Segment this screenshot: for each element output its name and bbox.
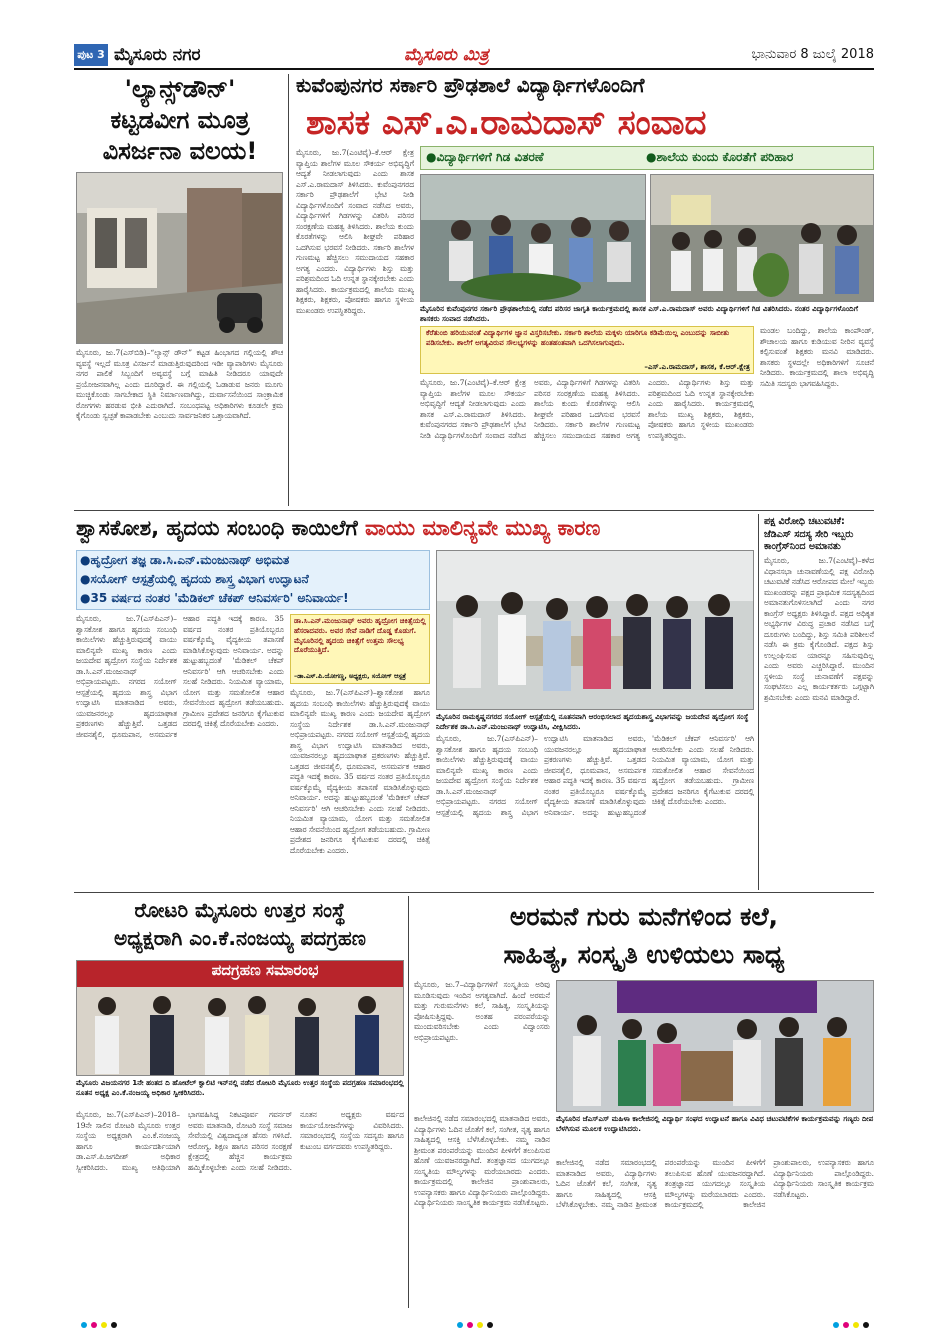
aramane-body: ಕಾಲೇಜಿನಲ್ಲಿ ನಡೆದ ಸಮಾರಂಭದಲ್ಲಿ ಮಾತನಾಡಿದ ಅವರು, ವಿದ್ಯಾರ್ಥಿಗಳು ಓದಿನ ಜೊತೆಗೆ ಕಲೆ, ಸಂಗೀತ, ನೃತ್ಯ ಹಾಗೂ ಸಾಹಿತ್ಯದಲ್ಲಿ ಆಸಕ್ತಿ ಬೆಳೆಸಿಕೊಳ್ಳಬೇಕು. ನಮ್ಮ ನಾಡಿನ ಶ್ರೀಮಂತ ಪರಂಪರೆಯನ್ನು ಮುಂದಿನ ಪೀಳಿಗೆಗೆ ತಲುಪಿಸುವ ಹೊಣೆ ಯುವಜನರದ್ದಾಗಿದೆ. ತಂತ್ರಜ್ಞಾನದ ಯುಗದಲ್ಲೂ ಸಂಸ್ಕೃತಿಯ ಮೌಲ್ಯಗಳನ್ನು ಮರೆಯಬಾರದು ಎಂದರು. ಕಾರ್ಯಕ್ರಮದಲ್ಲಿ ಕಾಲೇಜಿನ ಪ್ರಾಂಶುಪಾಲರು, ಉಪನ್ಯಾಸಕರು ಹಾಗೂ ವಿದ್ಯಾರ್ಥಿನಿಯರು ಪಾಲ್ಗೊಂಡಿದ್ದರು. ವಿದ್ಯಾರ್ಥಿನಿಯರು ಸಾಂಸ್ಕೃತಿಕ ಕಾರ್ಯಕ್ರಮ ನಡೆಸಿಕೊಟ್ಟರು. bbox=[556, 1158, 874, 1209]
rotary-headline bbox=[76, 896, 404, 952]
pollution-headline-part-1: ಶ್ವಾಸಕೋಶ, ಹೃದಯ ಸಂಬಂಧಿ ಕಾಯಿಲೆಗೆ bbox=[76, 516, 358, 540]
masthead: ಮೈಸೂರು ಮಿತ್ರ bbox=[404, 45, 489, 65]
rotary-banner: ಪದಗ್ರಹಣ ಸಮಾರಂಭ bbox=[211, 961, 319, 979]
pollution-body: ಮೈಸೂರು, ಜು.7(ಎಸ್‌ಪಿಎನ್)–ಶ್ವಾಸಕೋಶ ಹಾಗೂ ಹೃದಯ ಸಂಬಂಧಿ ಕಾಯಿಲೆಗಳು ಹೆಚ್ಚುತ್ತಿರುವುದಕ್ಕೆ ವಾಯು ಮಾಲಿನ್ಯವೇ ಮುಖ್ಯ ಕಾರಣ ಎಂದು ಜಯದೇವ ಹೃದ್ರೋಗ ಸಂಸ್ಥೆಯ ನಿರ್ದೇಶಕ ಡಾ.ಸಿ.ಎನ್.ಮಂಜುನಾಥ್ ಅಭಿಪ್ರಾಯಪಟ್ಟರು. ನಗರದ ಸಯೋಗ್ ಆಸ್ಪತ್ರೆಯಲ್ಲಿ ಹೃದಯ ಶಾಸ್ತ್ರ ವಿಭಾಗ ಉದ್ಘಾಟಿಸಿ ಮಾತನಾಡಿದ ಅವರು, ಯುವಜನರಲ್ಲೂ ಹೃದಯಾಘಾತ ಪ್ರಕರಣಗಳು ಹೆಚ್ಚುತ್ತಿವೆ. ಒತ್ತಡದ ಜೀವನಶೈಲಿ, ಧೂಮಪಾನ, ಅಸಮರ್ಪಕ ಆಹಾರ ಪದ್ಧತಿ ಇದಕ್ಕೆ ಕಾರಣ. 35 ವರ್ಷದ ನಂತರ ಪ್ರತಿಯೊಬ್ಬರೂ ವರ್ಷಕ್ಕೊಮ್ಮೆ ವೈದ್ಯಕೀಯ ತಪಾಸಣೆ ಮಾಡಿಸಿಕೊಳ್ಳುವುದು ಅನಿವಾರ್ಯ. ಅದನ್ನು ಹುಟ್ಟುಹಬ್ಬದಂತೆ 'ಮೆಡಿಕಲ್ ಚೆಕಪ್ ಆನಿವರ್ಸರಿ' ಆಗಿ ಆಚರಿಸಬೇಕು ಎಂದು ಸಲಹೆ ನೀಡಿದರು. ನಿಯಮಿತ ವ್ಯಾಯಾಮ, ಯೋಗ ಮತ್ತು ಸಮತೋಲಿತ ಆಹಾರ ಸೇವನೆಯಿಂದ ಹೃದ್ರೋಗ ತಡೆಯಬಹುದು. ಗ್ರಾಮೀಣ ಪ್ರದೇಶದ ಜನರಿಗೂ ಕೈಗೆಟುಕುವ ದರದಲ್ಲಿ ಚಿಕಿತ್ಸೆ ದೊರೆಯಬೇಕು ಎಂದರು. bbox=[76, 614, 284, 739]
lockdown-headline-line-1: 'ಲ್ಯಾನ್ಸ್‌ಡೌನ್' bbox=[124, 75, 236, 103]
aramane-photo-caption: ಮೈಸೂರಿನ ಜೆಎಸ್‌ಎಸ್ ಮಹಿಳಾ ಕಾಲೇಜಿನಲ್ಲಿ ವಿದ್ಯಾರ್ಥಿ ಸಂಘದ ಉದ್ಘಾಟನೆ ಹಾಗೂ ವಿವಿಧ ಚಟುವಟಿಕೆಗಳ ಕಾರ್ಯಕ್ರಮವನ್ನು ಗಣ್ಯರು ದೀಪ ಬೆಳಗಿಸುವ ಮೂಲಕ ಉದ್ಘಾಟಿಸಿದರು. bbox=[556, 1114, 874, 1133]
ramadas-body-2: ಮೈಸೂರು, ಜು.7(ಎಂಟಿವೈ)–ಕೆ.ಆರ್ ಕ್ಷೇತ್ರ ವ್ಯಾಪ್ತಿಯ ಶಾಲೆಗಳ ಮೂಲ ಸೌಕರ್ಯ ಅಭಿವೃದ್ಧಿಗೆ ಆದ್ಯತೆ ನೀಡಲಾಗುವುದು ಎಂದು ಶಾಸಕ ಎಸ್.ಎ.ರಾಮದಾಸ್ ತಿಳಿಸಿದರು. ಕುವೆಂಪುನಗರದ ಸರ್ಕಾರಿ ಪ್ರೌಢಶಾಲೆಗೆ ಭೇಟಿ ನೀಡಿ ವಿದ್ಯಾರ್ಥಿಗಳೊಂದಿಗೆ ಸಂವಾದ ನಡೆಸಿದ ಅವರು, ವಿದ್ಯಾರ್ಥಿಗಳಿಗೆ ಗಿಡಗಳನ್ನು ವಿತರಿಸಿ ಪರಿಸರ ಸಂರಕ್ಷಣೆಯ ಮಹತ್ವ ತಿಳಿಸಿದರು. ಶಾಲೆಯ ಕುಂದು ಕೊರತೆಗಳನ್ನು ಆಲಿಸಿ ಶೀಘ್ರವೇ ಪರಿಹಾರ ಒದಗಿಸುವ ಭರವಸೆ ನೀಡಿದರು. ಸರ್ಕಾರಿ ಶಾಲೆಗಳ ಗುಣಮಟ್ಟ ಹೆಚ್ಚಿಸಲು ಸಮುದಾಯದ ಸಹಕಾರ ಅಗತ್ಯ ಎಂದರು. ವಿದ್ಯಾರ್ಥಿಗಳು ಶಿಸ್ತು ಮತ್ತು ಪರಿಶ್ರಮದಿಂದ ಓದಿ ಉನ್ನತ ಸ್ಥಾನಕ್ಕೇರಬೇಕು ಎಂದು ಹಾರೈಸಿದರು. ಕಾರ್ಯಕ್ರಮದಲ್ಲಿ ಶಾಲೆಯ ಮುಖ್ಯ ಶಿಕ್ಷಕರು, ಶಿಕ್ಷಕರು, ಪೋಷಕರು ಹಾಗೂ ಸ್ಥಳೀಯ ಮುಖಂಡರು ಉಪಸ್ಥಿತರಿದ್ದರು. bbox=[420, 378, 754, 440]
ramadas-kicker: ಕುವೆಂಪುನಗರ ಸರ್ಕಾರಿ ಪ್ರೌಢಶಾಲೆ ವಿದ್ಯಾರ್ಥಿಗಳೊಂದಿಗೆ bbox=[296, 73, 645, 97]
pollution-headline bbox=[76, 516, 756, 540]
lockdown-headline-line-3: ವಿಸರ್ಜನಾ ವಲಯ! bbox=[102, 137, 258, 165]
rule-left bbox=[288, 74, 289, 506]
ramadas-bullet-1: ●ವಿದ್ಯಾರ್ಥಿಗಳಿಗೆ ಗಿಡ ವಿತರಣೆ bbox=[426, 150, 544, 164]
pollution-quote-byline: –ಡಾ.ಎಸ್.ಪಿ.ಯೋಗಣ್ಣ, ಅಧ್ಯಕ್ಷರು, ಸಯೋಗ್ ಆಸ್ಪತ್ರೆ bbox=[294, 672, 407, 680]
pollution-body-2: ಮೈಸೂರು, ಜು.7(ಎಸ್‌ಪಿಎನ್)–ಶ್ವಾಸಕೋಶ ಹಾಗೂ ಹೃದಯ ಸಂಬಂಧಿ ಕಾಯಿಲೆಗಳು ಹೆಚ್ಚುತ್ತಿರುವುದಕ್ಕೆ ವಾಯು ಮಾಲಿನ್ಯವೇ ಮುಖ್ಯ ಕಾರಣ ಎಂದು ಜಯದೇವ ಹೃದ್ರೋಗ ಸಂಸ್ಥೆಯ ನಿರ್ದೇಶಕ ಡಾ.ಸಿ.ಎನ್.ಮಂಜುನಾಥ್ ಅಭಿಪ್ರಾಯಪಟ್ಟರು. ನಗರದ ಸಯೋಗ್ ಆಸ್ಪತ್ರೆಯಲ್ಲಿ ಹೃದಯ ಶಾಸ್ತ್ರ ವಿಭಾಗ ಉದ್ಘಾಟಿಸಿ ಮಾತನಾಡಿದ ಅವರು, ಯುವಜನರಲ್ಲೂ ಹೃದಯಾಘಾತ ಪ್ರಕರಣಗಳು ಹೆಚ್ಚುತ್ತಿವೆ. ಒತ್ತಡದ ಜೀವನಶೈಲಿ, ಧೂಮಪಾನ, ಅಸಮರ್ಪಕ ಆಹಾರ ಪದ್ಧತಿ ಇದಕ್ಕೆ ಕಾರಣ. 35 ವರ್ಷದ ನಂತರ ಪ್ರತಿಯೊಬ್ಬರೂ ವರ್ಷಕ್ಕೊಮ್ಮೆ ವೈದ್ಯಕೀಯ ತಪಾಸಣೆ ಮಾಡಿಸಿಕೊಳ್ಳುವುದು ಅನಿವಾರ್ಯ. ಅದನ್ನು ಹುಟ್ಟುಹಬ್ಬದಂತೆ 'ಮೆಡಿಕಲ್ ಚೆಕಪ್ ಆನಿವರ್ಸರಿ' ಆಗಿ ಆಚರಿಸಬೇಕು ಎಂದು ಸಲಹೆ ನೀಡಿದರು. ನಿಯಮಿತ ವ್ಯಾಯಾಮ, ಯೋಗ ಮತ್ತು ಸಮತೋಲಿತ ಆಹಾರ ಸೇವನೆಯಿಂದ ಹೃದ್ರೋಗ ತಡೆಯಬಹುದು. ಗ್ರಾಮೀಣ ಪ್ರದೇಶದ ಜನರಿಗೂ ಕೈಗೆಟುಕುವ ದರದಲ್ಲಿ ಚಿಕಿತ್ಸೆ ದೊರೆಯಬೇಕು ಎಂದರು. bbox=[290, 688, 430, 855]
lockdown-headline bbox=[76, 74, 284, 167]
ramadas-photo-left bbox=[420, 174, 646, 302]
party-body: ಮೈಸೂರು, ಜು.7(ಎಂಟಿವೈ)–ಕಳೆದ ವಿಧಾನಸಭಾ ಚುನಾವಣೆಯಲ್ಲಿ ಪಕ್ಷ ವಿರೋಧಿ ಚಟುವಟಿಕೆ ನಡೆಸಿದ ಆರೋಪದ ಮೇಲೆ ಇಬ್ಬರು ಮುಖಂಡರನ್ನು ಪಕ್ಷದ ಪ್ರಾಥಮಿಕ ಸದಸ್ಯತ್ವದಿಂದ ಅಮಾನತುಗೊಳಿಸಲಾಗಿದೆ ಎಂದು ನಗರ ಕಾಂಗ್ರೆಸ್ ಅಧ್ಯಕ್ಷರು ತಿಳಿಸಿದ್ದಾರೆ. ಪಕ್ಷದ ಅಧಿಕೃತ ಅಭ್ಯರ್ಥಿಗಳ ವಿರುದ್ಧ ಪ್ರಚಾರ ನಡೆಸಿದ ಬಗ್ಗೆ ದೂರುಗಳು ಬಂದಿದ್ದು, ಶಿಸ್ತು ಸಮಿತಿ ಪರಿಶೀಲನೆ ನಡೆಸಿ ಈ ಕ್ರಮ ಕೈಗೊಂಡಿದೆ. ಪಕ್ಷದ ಶಿಸ್ತು ಉಲ್ಲಂಘಿಸುವ ಯಾರನ್ನೂ ಸಹಿಸುವುದಿಲ್ಲ ಎಂದು ಅವರು ಎಚ್ಚರಿಸಿದ್ದಾರೆ. ಮುಂದಿನ ಸ್ಥಳೀಯ ಸಂಸ್ಥೆ ಚುನಾವಣೆಗೆ ಪಕ್ಷವನ್ನು ಸಂಘಟಿಸಲು ಎಲ್ಲ ಕಾರ್ಯಕರ್ತರು ಒಗ್ಗಟ್ಟಾಗಿ ಶ್ರಮಿಸಬೇಕು ಎಂದು ಮನವಿ ಮಾಡಿದ್ದಾರೆ. bbox=[764, 556, 874, 702]
pollution-photo bbox=[436, 550, 754, 710]
pollution-quote: ಡಾ.ಸಿ.ಎನ್.ಮಂಜುನಾಥ್ ಅವರು ಹೃದ್ರೋಗ ಚಿಕಿತ್ಸೆಯಲ್ಲಿ ಹೆಸರಾದವರು. ಅವರ ಸೇವೆ ನಾಡಿಗೆ ದೊಡ್ಡ ಕೊಡುಗೆ. ಮೈಸೂರಿನಲ್ಲಿ ಹೃದಯ ಚಿಕಿತ್ಸೆಗೆ ಉತ್ತಮ ಸೌಲಭ್ಯ ದೊರೆಯುತ್ತಿದೆ. bbox=[294, 616, 426, 655]
rule-party bbox=[758, 514, 759, 890]
lockdown-photo bbox=[76, 172, 283, 344]
pollution-bullet-1: ●ಹೃದ್ರೋಗ ತಜ್ಞ ಡಾ.ಸಿ.ಎನ್.ಮಂಜುನಾಥ್ ಅಭಿಮತ bbox=[80, 553, 290, 567]
pollution-bullet-3: ●35 ವರ್ಷದ ನಂತರ 'ಮೆಡಿಕಲ್ ಚೆಕಪ್ ಆನಿವರ್ಸರಿ' ಅನಿವಾರ್ಯ! bbox=[80, 591, 349, 605]
ramadas-bullet-2: ●ಶಾಲೆಯ ಕುಂದು ಕೊರತೆಗೆ ಪರಿಹಾರ bbox=[646, 150, 794, 164]
section-name: ಮೈಸೂರು ನಗರ bbox=[114, 45, 201, 65]
lockdown-body: ಮೈಸೂರು, ಜು.7(ಎಸ್‌ಬಿಡಿ)–“ಲ್ಯಾನ್ಸ್ ಡೌನ್” ಕಟ್ಟಡ ಹಿಂಭಾಗದ ಗಲ್ಲಿಯಲ್ಲಿ ಶೌಚ ವ್ಯವಸ್ಥೆ ಇಲ್ಲದೆ ಮೂತ್ರ ವಿಸರ್ಜನೆ ಮಾಡುತ್ತಿರುವುದರಿಂದ ಇಡೀ ವ್ಯಾಪಾರಿಗಳು ಮೈಸೂರು ನಗರ ಪಾಲಿಕೆ ಸಿಬ್ಬಂದಿಗೆ ಅವ್ಯವಸ್ಥೆ ಬಗ್ಗೆ ಮಾಹಿತಿ ನೀಡಿದರೂ ಯಾವುದೇ ಪ್ರಯೋಜನವಾಗಿಲ್ಲ ಎಂದು ದೂರಿದ್ದಾರೆ. ಈ ಗಲ್ಲಿಯಲ್ಲಿ ಓಡಾಡುವ ಜನರು ಮೂಗು ಮುಚ್ಚಿಕೊಂಡು ಸಾಗಬೇಕಾದ ಸ್ಥಿತಿ ನಿರ್ಮಾಣವಾಗಿದ್ದು, ದುರ್ವಾಸನೆಯಿಂದ ಸಾಂಕ್ರಾಮಿಕ ರೋಗಗಳು ಹರಡುವ ಭೀತಿ ಎದುರಾಗಿದೆ. ಸಂಬಂಧಪಟ್ಟ ಅಧಿಕಾರಿಗಳು ಕೂಡಲೇ ಕ್ರಮ ಕೈಗೊಂಡು ಸ್ವಚ್ಛತೆ ಕಾಪಾಡಬೇಕು ಎಂಬುದು ಸಾರ್ವಜನಿಕರ ಒತ್ತಾಯವಾಗಿದೆ. bbox=[76, 348, 283, 420]
ramadas-side-body: ಮಂಡಲ ಬಂದಿದ್ದು, ಶಾಲೆಯ ಕಾಂಪೌಂಡ್, ಶೌಚಾಲಯ ಹಾಗೂ ಕುಡಿಯುವ ನೀರಿನ ವ್ಯವಸ್ಥೆ ಕಲ್ಪಿಸುವಂತೆ ಶಿಕ್ಷಕರು ಮನವಿ ಮಾಡಿದರು. ಶಾಸಕರು ಸ್ಥಳದಲ್ಲೇ ಅಧಿಕಾರಿಗಳಿಗೆ ಸೂಚನೆ ನೀಡಿದರು. ಕಾರ್ಯಕ್ರಮದಲ್ಲಿ ಶಾಲಾ ಅಭಿವೃದ್ಧಿ ಸಮಿತಿ ಸದಸ್ಯರು ಭಾಗವಹಿಸಿದ್ದರು. bbox=[760, 326, 874, 388]
ramadas-headline: ಶಾಸಕ ಎಸ್.ಎ.ರಾಮದಾಸ್ ಸಂವಾದ bbox=[306, 103, 707, 143]
page-number: ಪುಟ 3 bbox=[74, 44, 108, 66]
pollution-bullet-2: ●ಸಯೋಗ್ ಆಸ್ಪತ್ರೆಯಲ್ಲಿ ಹೃದಯ ಶಾಸ್ತ್ರ ವಿಭಾಗ ಉದ್ಘಾಟನೆ bbox=[80, 572, 309, 586]
ramadas-body: ಮೈಸೂರು, ಜು.7(ಎಂಟಿವೈ)–ಕೆ.ಆರ್ ಕ್ಷೇತ್ರ ವ್ಯಾಪ್ತಿಯ ಶಾಲೆಗಳ ಮೂಲ ಸೌಕರ್ಯ ಅಭಿವೃದ್ಧಿಗೆ ಆದ್ಯತೆ ನೀಡಲಾಗುವುದು ಎಂದು ಶಾಸಕ ಎಸ್.ಎ.ರಾಮದಾಸ್ ತಿಳಿಸಿದರು. ಕುವೆಂಪುನಗರದ ಸರ್ಕಾರಿ ಪ್ರೌಢಶಾಲೆಗೆ ಭೇಟಿ ನೀಡಿ ವಿದ್ಯಾರ್ಥಿಗಳೊಂದಿಗೆ ಸಂವಾದ ನಡೆಸಿದ ಅವರು, ವಿದ್ಯಾರ್ಥಿಗಳಿಗೆ ಗಿಡಗಳನ್ನು ವಿತರಿಸಿ ಪರಿಸರ ಸಂರಕ್ಷಣೆಯ ಮಹತ್ವ ತಿಳಿಸಿದರು. ಶಾಲೆಯ ಕುಂದು ಕೊರತೆಗಳನ್ನು ಆಲಿಸಿ ಶೀಘ್ರವೇ ಪರಿಹಾರ ಒದಗಿಸುವ ಭರವಸೆ ನೀಡಿದರು. ಸರ್ಕಾರಿ ಶಾಲೆಗಳ ಗುಣಮಟ್ಟ ಹೆಚ್ಚಿಸಲು ಸಮುದಾಯದ ಸಹಕಾರ ಅಗತ್ಯ ಎಂದರು. ವಿದ್ಯಾರ್ಥಿಗಳು ಶಿಸ್ತು ಮತ್ತು ಪರಿಶ್ರಮದಿಂದ ಓದಿ ಉನ್ನತ ಸ್ಥಾನಕ್ಕೇರಬೇಕು ಎಂದು ಹಾರೈಸಿದರು. ಕಾರ್ಯಕ್ರಮದಲ್ಲಿ ಶಾಲೆಯ ಮುಖ್ಯ ಶಿಕ್ಷಕರು, ಶಿಕ್ಷಕರು, ಪೋಷಕರು ಹಾಗೂ ಸ್ಥಳೀಯ ಮುಖಂಡರು ಉಪಸ್ಥಿತರಿದ್ದರು. bbox=[296, 148, 414, 315]
rule-mid-1 bbox=[74, 510, 874, 511]
rotary-body: ಮೈಸೂರು, ಜು.7(ಎಸ್‌ಪಿಎನ್)–2018–19ನೇ ಸಾಲಿನ ರೋಟರಿ ಮೈಸೂರು ಉತ್ತರ ಸಂಸ್ಥೆಯ ಅಧ್ಯಕ್ಷರಾಗಿ ಎಂ.ಕೆ.ನಂಜಯ್ಯ ಹಾಗೂ ಕಾರ್ಯದರ್ಶಿಯಾಗಿ ಡಾ.ಎಸ್.ಪಿ.ಜಗದೀಶ್ ಅಧಿಕಾರ ಸ್ವೀಕರಿಸಿದರು. ಮುಖ್ಯ ಅತಿಥಿಯಾಗಿ ಭಾಗವಹಿಸಿದ್ದ ನಿಕಟಪೂರ್ವ ಗವರ್ನರ್ ಅವರು ಮಾತನಾಡಿ, ರೋಟರಿ ಸಂಸ್ಥೆ ಸಮಾಜ ಸೇವೆಯಲ್ಲಿ ವಿಶ್ವದಾದ್ಯಂತ ಹೆಸರು ಗಳಿಸಿದೆ. ಆರೋಗ್ಯ, ಶಿಕ್ಷಣ ಹಾಗೂ ಪರಿಸರ ಸಂರಕ್ಷಣೆ ಕ್ಷೇತ್ರದಲ್ಲಿ ಹೆಚ್ಚಿನ ಕಾರ್ಯಕ್ರಮ ಹಮ್ಮಿಕೊಳ್ಳಬೇಕು ಎಂದು ಸಲಹೆ ನೀಡಿದರು. ನೂತನ ಅಧ್ಯಕ್ಷರು ವರ್ಷದ ಕಾರ್ಯಯೋಜನೆಗಳನ್ನು ವಿವರಿಸಿದರು. ಸಮಾರಂಭದಲ್ಲಿ ಸಂಸ್ಥೆಯ ಸದಸ್ಯರು ಹಾಗೂ ಕುಟುಂಬ ವರ್ಗದವರು ಉಪಸ್ಥಿತರಿದ್ದರು. bbox=[76, 1110, 404, 1172]
ramadas-photo-caption: ಮೈಸೂರಿನ ಕುವೆಂಪುನಗರ ಸರ್ಕಾರಿ ಪ್ರೌಢಶಾಲೆಯಲ್ಲಿ ನಡೆದ ಪರಿಸರ ಜಾಗೃತಿ ಕಾರ್ಯಕ್ರಮದಲ್ಲಿ ಶಾಸಕ ಎಸ್.ಎ.ರಾಮದಾಸ್ ಅವರು ವಿದ್ಯಾರ್ಥಿಗಳಿಗೆ ಗಿಡ ವಿತರಿಸಿದರು. ನಂತರ ವಿದ್ಯಾರ್ಥಿಗಳೊಂದಿಗೆ ಶಾಸಕರು ಸಂವಾದ ನಡೆಸಿದರು. bbox=[420, 304, 859, 323]
ramadas-quote: ಕೆರೆತುಂಬಿ ಹರಿಯುವಂತೆ ವಿದ್ಯಾರ್ಥಿಗಳ ಜ್ಞಾನ ವಿಸ್ತರಿಸಬೇಕು. ಸರ್ಕಾರಿ ಶಾಲೆಯ ಮಕ್ಕಳು ಯಾರಿಗೂ ಕಡಿಮೆಯಿಲ್ಲ ಎಂಬುದನ್ನು ಸಾಬೀತು ಪಡಿಸಬೇಕು. ಶಾಲೆಗೆ ಅಗತ್ಯವಿರುವ ಸೌಲಭ್ಯಗಳನ್ನು ಹಂತಹಂತವಾಗಿ ಒದಗಿಸಲಾಗುವುದು. bbox=[426, 328, 730, 347]
ramadas-quote-byline: –ಎಸ್.ಎ.ರಾಮದಾಸ್, ಶಾಸಕ, ಕೆ.ಆರ್.ಕ್ಷೇತ್ರ bbox=[644, 362, 750, 371]
pollution-headline-part-2: ವಾಯು ಮಾಲಿನ್ಯವೇ ಮುಖ್ಯ ಕಾರಣ bbox=[364, 516, 601, 540]
pollution-body-3: ಮೈಸೂರು, ಜು.7(ಎಸ್‌ಪಿಎನ್)–ಶ್ವಾಸಕೋಶ ಹಾಗೂ ಹೃದಯ ಸಂಬಂಧಿ ಕಾಯಿಲೆಗಳು ಹೆಚ್ಚುತ್ತಿರುವುದಕ್ಕೆ ವಾಯು ಮಾಲಿನ್ಯವೇ ಮುಖ್ಯ ಕಾರಣ ಎಂದು ಜಯದೇವ ಹೃದ್ರೋಗ ಸಂಸ್ಥೆಯ ನಿರ್ದೇಶಕ ಡಾ.ಸಿ.ಎನ್.ಮಂಜುನಾಥ್ ಅಭಿಪ್ರಾಯಪಟ್ಟರು. ನಗರದ ಸಯೋಗ್ ಆಸ್ಪತ್ರೆಯಲ್ಲಿ ಹೃದಯ ಶಾಸ್ತ್ರ ವಿಭಾಗ ಉದ್ಘಾಟಿಸಿ ಮಾತನಾಡಿದ ಅವರು, ಯುವಜನರಲ್ಲೂ ಹೃದಯಾಘಾತ ಪ್ರಕರಣಗಳು ಹೆಚ್ಚುತ್ತಿವೆ. ಒತ್ತಡದ ಜೀವನಶೈಲಿ, ಧೂಮಪಾನ, ಅಸಮರ್ಪಕ ಆಹಾರ ಪದ್ಧತಿ ಇದಕ್ಕೆ ಕಾರಣ. 35 ವರ್ಷದ ನಂತರ ಪ್ರತಿಯೊಬ್ಬರೂ ವರ್ಷಕ್ಕೊಮ್ಮೆ ವೈದ್ಯಕೀಯ ತಪಾಸಣೆ ಮಾಡಿಸಿಕೊಳ್ಳುವುದು ಅನಿವಾರ್ಯ. ಅದನ್ನು ಹುಟ್ಟುಹಬ್ಬದಂತೆ 'ಮೆಡಿಕಲ್ ಚೆಕಪ್ ಆನಿವರ್ಸರಿ' ಆಗಿ ಆಚರಿಸಬೇಕು ಎಂದು ಸಲಹೆ ನೀಡಿದರು. ನಿಯಮಿತ ವ್ಯಾಯಾಮ, ಯೋಗ ಮತ್ತು ಸಮತೋಲಿತ ಆಹಾರ ಸೇವನೆಯಿಂದ ಹೃದ್ರೋಗ ತಡೆಯಬಹುದು. ಗ್ರಾಮೀಣ ಪ್ರದೇಶದ ಜನರಿಗೂ ಕೈಗೆಟುಕುವ ದರದಲ್ಲಿ ಚಿಕಿತ್ಸೆ ದೊರೆಯಬೇಕು ಎಂದರು. bbox=[436, 734, 754, 817]
aramane-headline bbox=[414, 898, 874, 974]
party-headline: ಪಕ್ಷ ವಿರೋಧಿ ಚಟುವಟಿಕೆ: ಜೆಡಿಎಸ್ ಸದಸ್ಯ ಸೇರಿ ಇಬ್ಬರು ಕಾಂಗ್ರೆಸ್‌ನಿಂದ ಅಮಾನತು bbox=[764, 516, 854, 552]
rule-mid-2 bbox=[74, 892, 874, 893]
rotary-headline-line-1: ರೋಟರಿ ಮೈಸೂರು ಉತ್ತರ ಸಂಸ್ಥೆ bbox=[134, 898, 346, 922]
page-header bbox=[74, 44, 874, 66]
header-rule bbox=[74, 68, 874, 70]
issue-date: ಭಾನುವಾರ 8 ಜುಲೈ 2018 bbox=[751, 47, 874, 62]
rule-bottom bbox=[408, 896, 409, 1308]
ramadas-photo-right bbox=[650, 174, 874, 302]
pollution-photo-caption: ಮೈಸೂರಿನ ರಾಮಕೃಷ್ಣನಗರದ ಸಯೋಗ್ ಆಸ್ಪತ್ರೆಯಲ್ಲಿ ನೂತನವಾಗಿ ಆರಂಭಿಸಲಾದ ಹೃದಯಶಾಸ್ತ್ರ ವಿಭಾಗವನ್ನು ಜಯದೇವ ಹೃದ್ರೋಗ ಸಂಸ್ಥೆ ನಿರ್ದೇಶಕ ಡಾ.ಸಿ.ಎನ್.ಮಂಜುನಾಥ್ ಉದ್ಘಾಟಿಸಿ, ವೀಕ್ಷಿಸಿದರು. bbox=[436, 712, 749, 731]
aramane-headline-line-1: ಅರಮನೆ ಗುರು ಮನೆಗಳಿಂದ ಕಲೆ, bbox=[509, 902, 779, 931]
aramane-headline-line-2: ಸಾಹಿತ್ಯ, ಸಂಸ್ಕೃತಿ ಉಳಿಯಲು ಸಾಧ್ಯ bbox=[503, 940, 785, 969]
print-registration-marks bbox=[80, 1321, 870, 1329]
rotary-headline-line-2: ಅಧ್ಯಕ್ಷರಾಗಿ ಎಂ.ಕೆ.ನಂಜಯ್ಯ ಪದಗ್ರಹಣ bbox=[114, 926, 366, 950]
lockdown-headline-line-2: ಕಟ್ಟಡವೀಗ ಮೂತ್ರ bbox=[110, 106, 250, 134]
aramane-body-left: ಮೈಸೂರು, ಜು.7–ವಿದ್ಯಾರ್ಥಿಗಳಿಗೆ ಸಂಸ್ಕೃತಿಯ ಅರಿವು ಮೂಡಿಸುವುದು ಇಂದಿನ ಅಗತ್ಯವಾಗಿದೆ. ಹಿಂದೆ ಅರಮನೆ ಮತ್ತು ಗುರುಮನೆಗಳು ಕಲೆ, ಸಾಹಿತ್ಯ, ಸಂಸ್ಕೃತಿಯನ್ನು ಪೋಷಿಸುತ್ತಿದ್ದವು. ಅಂತಹ ಪರಂಪರೆಯನ್ನು ಮುಂದುವರಿಸಬೇಕು ಎಂದು ವಿದ್ವಾಂಸರು ಅಭಿಪ್ರಾಯಪಟ್ಟರು. bbox=[414, 980, 550, 1042]
rotary-photo-caption: ಮೈಸೂರು ವಿಜಯನಗರ 1ನೇ ಹಂತದ ದಿ ಹೋಟೆಲ್ ಕ್ವಾಲಿಟಿ ಇನ್‌ನಲ್ಲಿ ನಡೆದ ರೋಟರಿ ಮೈಸೂರು ಉತ್ತರ ಸಂಸ್ಥೆಯ ಪದಗ್ರಹಣ ಸಮಾರಂಭದಲ್ಲಿ ನೂತನ ಅಧ್ಯಕ್ಷ ಎಂ.ಕೆ.ನಂಜಯ್ಯ ಅಧಿಕಾರ ಸ್ವೀಕರಿಸಿದರು. bbox=[76, 1078, 404, 1097]
aramane-photo bbox=[556, 980, 874, 1112]
aramane-body-left-2: ಕಾಲೇಜಿನಲ್ಲಿ ನಡೆದ ಸಮಾರಂಭದಲ್ಲಿ ಮಾತನಾಡಿದ ಅವರು, ವಿದ್ಯಾರ್ಥಿಗಳು ಓದಿನ ಜೊತೆಗೆ ಕಲೆ, ಸಂಗೀತ, ನೃತ್ಯ ಹಾಗೂ ಸಾಹಿತ್ಯದಲ್ಲಿ ಆಸಕ್ತಿ ಬೆಳೆಸಿಕೊಳ್ಳಬೇಕು. ನಮ್ಮ ನಾಡಿನ ಶ್ರೀಮಂತ ಪರಂಪರೆಯನ್ನು ಮುಂದಿನ ಪೀಳಿಗೆಗೆ ತಲುಪಿಸುವ ಹೊಣೆ ಯುವಜನರದ್ದಾಗಿದೆ. ತಂತ್ರಜ್ಞಾನದ ಯುಗದಲ್ಲೂ ಸಂಸ್ಕೃತಿಯ ಮೌಲ್ಯಗಳನ್ನು ಮರೆಯಬಾರದು ಎಂದರು. ಕಾರ್ಯಕ್ರಮದಲ್ಲಿ ಕಾಲೇಜಿನ ಪ್ರಾಂಶುಪಾಲರು, ಉಪನ್ಯಾಸಕರು ಹಾಗೂ ವಿದ್ಯಾರ್ಥಿನಿಯರು ಪಾಲ್ಗೊಂಡಿದ್ದರು. ವಿದ್ಯಾರ್ಥಿನಿಯರು ಸಾಂಸ್ಕೃತಿಕ ಕಾರ್ಯಕ್ರಮ ನಡೆಸಿಕೊಟ್ಟರು. bbox=[414, 1114, 550, 1207]
